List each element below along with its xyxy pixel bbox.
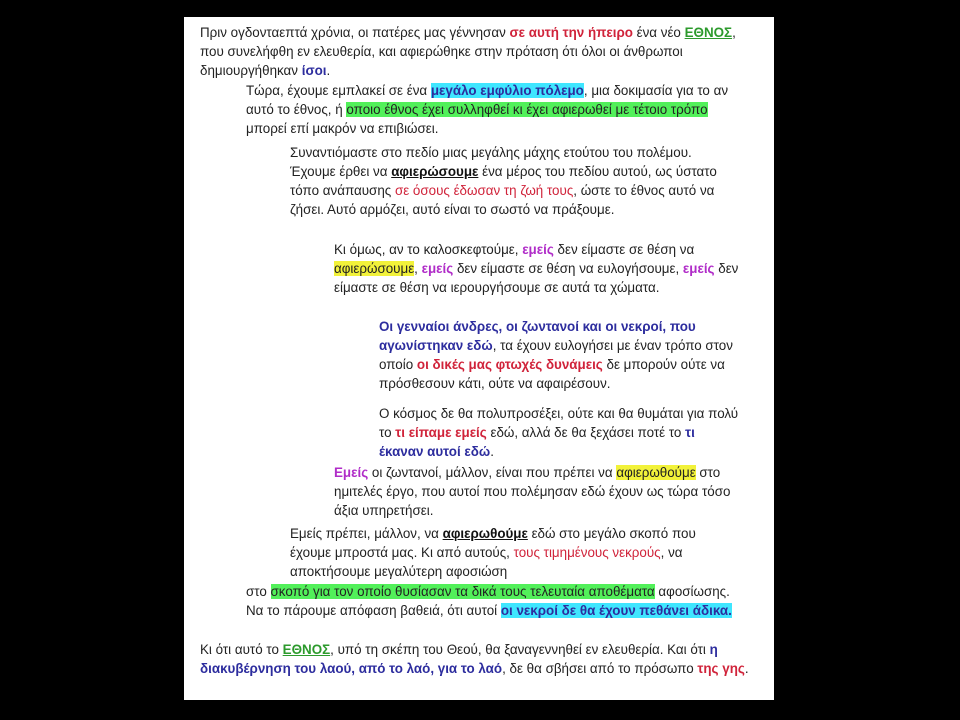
highlight-equal: ίσοι (301, 63, 327, 78)
text-run: , να αποκτήσουμε μεγαλύτερη αφοσιώση (290, 545, 683, 579)
text-run: εδώ στο μεγάλο σκοπό που έχουμε μπροστά μας. Κι από αυτούς, (290, 526, 696, 560)
highlight-gave-lives: σε όσους έδωσαν τη ζωή τους (394, 183, 574, 198)
paragraph-2 (246, 81, 746, 138)
highlight-red: σε αυτή την ήπειρο (509, 25, 633, 40)
highlight-be-dedicated-here: αφιερωθούμε (442, 526, 528, 541)
text-run: δεν είμαστε σε θέση να ιερουργήσουμε σε αυτά τα χώματα. (334, 261, 739, 295)
document-page (184, 17, 774, 700)
highlight-last-devotion: σκοπό για τον οποίο θυσίασαν τα δικά τους τελευταία αποθέματα (270, 584, 655, 599)
highlight-honored-dead: τους τιμημένους νεκρούς (513, 545, 661, 560)
text-run: Εμείς πρέπει, μάλλον, να (290, 526, 443, 541)
highlight-we: Εμείς (334, 465, 369, 480)
paragraph-9 (246, 582, 736, 620)
text-run: . (326, 63, 331, 78)
text-run: , (414, 261, 422, 276)
paragraph-10 (200, 640, 760, 678)
paragraph-1 (200, 23, 760, 80)
text-run: στο (246, 584, 271, 599)
highlight-civil-war: μεγάλο εμφύλιο πόλεμο (430, 83, 584, 98)
text-run: , που συνελήφθη εν ελευθερία, και αφιερώθηκε στην πρόταση ότι όλοι οι άνθρωποι δημιουργήθηκαν (200, 25, 736, 78)
text-run: , μια δοκιμασία για το αν αυτό το έθνος, ή (246, 83, 729, 117)
text-run: ένα νέο (632, 25, 685, 40)
text-run: δε μπορούν ούτε να πρόσθεσουν κάτι, ούτε να αφαιρέσουν. (379, 357, 725, 391)
text-run: οι ζωντανοί, μάλλον, είναι που πρέπει να (368, 465, 617, 480)
highlight-what-they-did: τι έκαναν αυτοί εδώ (379, 425, 695, 459)
paragraph-7 (334, 463, 744, 520)
text-run: μπορεί επί μακρόν να επιβιώσει. (246, 121, 439, 136)
text-run: Κι όμως, αν το καλοσκεφτούμε, (334, 242, 523, 257)
highlight-not-in-vain: οι νεκροί δε θα έχουν πεθάνει άδικα. (500, 603, 732, 618)
highlight-we: εμείς (522, 242, 554, 257)
highlight-nation: ΕΘΝΟΣ (684, 25, 733, 40)
text-run: δεν είμαστε σε θέση να ευλογήσουμε, (453, 261, 683, 276)
highlight-nation: ΕΘΝΟΣ (282, 642, 331, 657)
text-run: αφοσίωσης. Να το πάρουμε απόφαση βαθειά, ότι αυτοί (246, 584, 730, 618)
text-run: Κι ότι αυτό το (200, 642, 283, 657)
highlight-brave-men: Οι γενναίοι άνδρες, οι ζωντανοί και οι νεκροί, που αγωνίστηκαν εδώ (379, 319, 696, 353)
paragraph-6 (379, 404, 739, 461)
text-run: στο ημιτελές έργο, που αυτοί που πολέμησαν εδώ έχουν ως τώρα τόσο άξια υπηρετήσει. (334, 465, 731, 518)
text-run: ένα μέρος του πεδίου αυτού, ως ύστατο τόπο ανάπαυσης (290, 164, 717, 198)
text-run: , ώστε το έθνος αυτό να ζήσει. Αυτό αρμόζει, αυτό είναι το σωστό να πράξουμε. (290, 183, 715, 217)
text-run: Τώρα, έχουμε εμπλακεί σε ένα (246, 83, 431, 98)
paragraph-4 (334, 240, 744, 297)
text-run: Πριν ογδονταεπτά χρόνια, οι πατέρες μας γέννησαν (200, 25, 510, 40)
highlight-government-of-people: η διακυβέρνηση του λαού, από το λαό, για το λαό (200, 642, 718, 676)
highlight-we: εμείς (421, 261, 454, 276)
highlight-we: εμείς (682, 261, 715, 276)
highlight-be-dedicated: αφιερωθούμε (616, 465, 696, 480)
highlight-dedicate: αφιερώσουμε (391, 164, 479, 179)
text-run: Συναντιόμαστε στο πεδίο μιας μεγάλης μάχης ετούτου του πολέμου. Έχουμε έρθει να (290, 145, 692, 179)
text-run: Ο κόσμος δε θα πολυπροσέξει, ούτε και θα θυμάται για πολύ το (379, 406, 739, 440)
text-run: εδώ, αλλά δε θα ξεχάσει ποτέ το (486, 425, 686, 440)
text-run: , τα έχουν ευλογήσει με έναν τρόπο στον οποίο (379, 338, 733, 372)
highlight-dedicate-yellow: αφιερώσουμε (334, 261, 415, 276)
text-run: , υπό τη σκέπη του Θεού, θα ξαναγεννηθεί εν ελευθερία. Και ότι (330, 642, 710, 657)
paragraph-3 (290, 143, 740, 219)
text-run: . (744, 661, 749, 676)
text-run: δεν είμαστε σε θέση να (553, 242, 695, 257)
highlight-what-we-say: τι είπαμε εμείς (395, 425, 487, 440)
text-run: . (490, 444, 494, 459)
highlight-poor-power: οι δικές μας φτωχές δυνάμεις (416, 357, 603, 372)
paragraph-5 (379, 317, 739, 393)
highlight-the-earth: της γης (697, 661, 745, 676)
paragraph-8 (290, 524, 700, 581)
text-run: , δε θα σβήσει από το πρόσωπο (502, 661, 698, 676)
highlight-any-nation: οποιο έθνος έχει συλληφθεί κι έχει αφιερωθεί με τέτοιο τρόπο (346, 102, 708, 117)
